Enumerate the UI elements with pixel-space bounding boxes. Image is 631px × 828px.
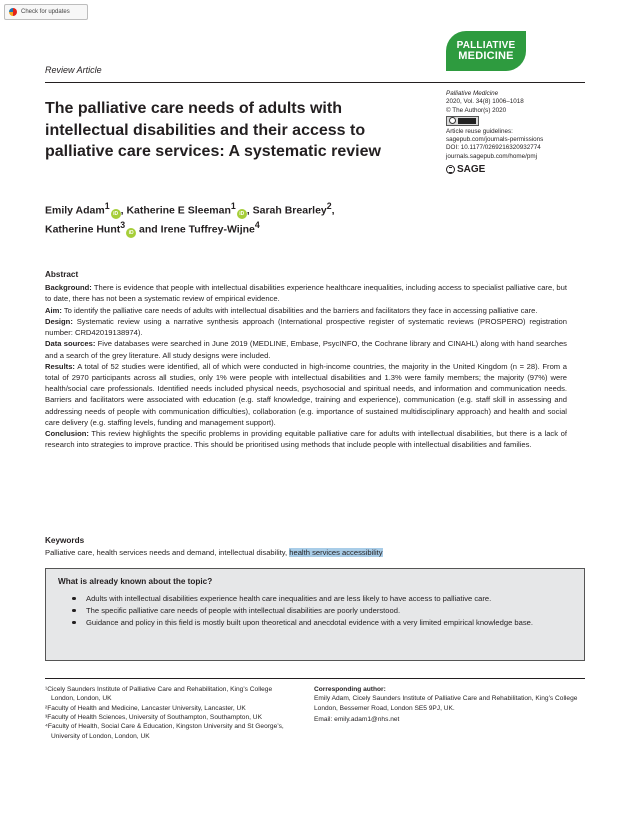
author-separator: , — [246, 204, 253, 217]
abstract-heading: Abstract — [45, 270, 79, 279]
check-for-updates-button[interactable] — [4, 4, 88, 20]
affiliation: ⁴Faculty of Health, Social Care & Education, Kingston University and St George’s, University of London, London, UK — [45, 723, 284, 740]
keywords — [45, 535, 567, 558]
affiliation: ¹Cicely Saunders Institute of Palliative Care and Rehabilitation, King’s College London, London, UK — [45, 686, 273, 703]
section-label: Background: — [45, 283, 92, 293]
author-separator: , — [120, 204, 127, 217]
cc-circle-icon — [449, 117, 456, 124]
section-label: Data sources: — [45, 339, 96, 349]
keywords-heading: Keywords — [45, 536, 85, 545]
list-item: The specific palliative care needs of people with intellectual disabilities are poorly understood. — [86, 605, 574, 616]
author-affiliation-mark: 4 — [254, 220, 260, 231]
author-name: Katherine E Sleeman — [126, 204, 231, 217]
abstract — [45, 269, 567, 451]
author-affiliation-mark: 1 — [230, 201, 236, 211]
copyright: © The Author(s) 2020 — [446, 106, 507, 114]
abstract-section-results — [45, 361, 567, 428]
page-title: The palliative care needs of adults with intellectual disabilities and their access to palliative care services: A systematic review — [45, 100, 381, 161]
section-label: Conclusion: — [45, 429, 89, 439]
known-about-topic-box — [45, 568, 585, 661]
affiliation: ³Faculty of Health Sciences, University of Southampton, Southampton, UK — [45, 714, 262, 722]
logo-line2: MEDICINE — [458, 49, 514, 62]
corresponding-email[interactable]: Email: emily.adam1@nhs.net — [314, 716, 400, 724]
author-separator: , — [331, 204, 335, 217]
section-text: This review highlights the specific problems in providing equitable palliative care for adults with intellectual disabilities, but there is a lack of research into strategies to improve practice. This should be prioritised using methods that include people with intellectual disabilities and families. — [45, 429, 567, 450]
keywords-text: Palliative care, health services needs and demand, intellectual disability, — [45, 548, 290, 558]
reuse-link[interactable]: sagepub.com/journals-permissions — [446, 135, 544, 143]
abstract-section-aim — [45, 305, 567, 316]
creative-commons-icon — [446, 116, 479, 126]
corresponding-author — [314, 685, 586, 724]
author-list — [45, 200, 425, 239]
author-affiliation-mark: 1 — [104, 201, 110, 211]
highlighted-keyword[interactable]: health services accessibility — [289, 548, 383, 558]
author-name: Irene Tuffrey-Wijne — [160, 223, 255, 236]
corresponding-body: Emily Adam, Cicely Saunders Institute of Palliative Care and Rehabilitation, King’s College London, Bessemer Road, London SE5 9PJ, UK. — [314, 695, 578, 712]
corresponding-heading: Corresponding author: — [314, 686, 386, 693]
orcid-icon[interactable]: iD — [126, 228, 136, 238]
section-text: Systematic review using a narrative synthesis approach (International prospective register of systematic reviews (PROSPERO) registration number: CRD42019138974). — [45, 316, 567, 338]
journal-meta — [446, 90, 596, 176]
abstract-section-conclusion — [45, 428, 567, 450]
section-label: Results: — [45, 361, 75, 371]
orcid-icon[interactable]: iD — [237, 209, 247, 219]
abstract-section-background — [45, 282, 567, 304]
abstract-section-data-sources — [45, 338, 567, 360]
keywords-list — [45, 547, 567, 558]
reuse-label: Article reuse guidelines: — [446, 127, 513, 135]
check-updates-label: Check for updates — [21, 9, 70, 15]
doi[interactable]: DOI: 10.1177/0269216320932774 — [446, 144, 541, 152]
orcid-icon[interactable]: iD — [111, 209, 121, 219]
known-list — [58, 593, 574, 628]
author-affiliation-mark: 2 — [326, 201, 332, 211]
abstract-section-design — [45, 316, 567, 338]
author-affiliation-mark: 3 — [120, 220, 126, 231]
cc-license-bars — [458, 118, 476, 124]
check-updates-icon — [9, 8, 17, 16]
section-text: There is evidence that people with intellectual disabilities experience healthcare inequalities, including access to specialist palliative care, but to date, there has not been a systematic review of empirical evidence. — [45, 283, 567, 304]
sage-icon — [446, 165, 455, 174]
section-label: Design: — [45, 316, 73, 326]
affiliations — [45, 685, 295, 741]
publisher-name: SAGE — [457, 163, 486, 175]
section-label: Aim: — [45, 305, 62, 315]
citation: 2020, Vol. 34(8) 1006–1018 — [446, 98, 524, 106]
affiliation: ²Faculty of Health and Medicine, Lancaster University, Lancaster, UK — [45, 704, 246, 712]
box-heading: What is already known about the topic? — [58, 577, 213, 586]
publisher-logo — [446, 163, 596, 176]
article-type: Review Article — [45, 65, 102, 75]
list-item: Guidance and policy in this field is mostly built upon theoretical and anecdotal evidence with a very limited empirical knowledge base. — [86, 617, 574, 628]
author-name: Katherine Hunt — [45, 223, 121, 236]
journal-link[interactable]: journals.sagepub.com/home/pmj — [446, 152, 538, 160]
list-item: Adults with intellectual disabilities experience health care inequalities and are less likely to have access to palliative care. — [86, 593, 574, 604]
section-text: A total of 52 studies were identified, all of which were conducted in high-income countries, the majority in the United Kingdom (n = 28). From a total of 2970 participants across all studies, only 1% were people with intellectual disabilities and 1.3% were family members; the majority (97%) were health/social care professionals. Identified needs included physical needs, psychosocial and spiritual needs, and information and communication needs. Barriers and facilitators were associated with education (e.g. staff knowledge, training and experience), communication (e.g. staff skill in assessing and addressing needs of people with communication difficulties), collaboration (e.g. importance of sustained multidisciplinary approach) and health and social care delivery (e.g. staffing levels, funding and management support). — [45, 361, 567, 427]
section-text: Five databases were searched in June 2019 (MEDLINE, Embase, PsycINFO, the Cochrane library and CINAHL) along with hand searches and a search of the grey literature. All study designs were included. — [45, 339, 567, 360]
author-name: Emily Adam — [45, 204, 105, 217]
section-text: To identify the palliative care needs of adults with intellectual disabilities and the barriers and facilitators they face in accessing palliative care. — [61, 305, 538, 315]
journal-logo — [446, 31, 526, 71]
journal-name: Palliative Medicine — [446, 90, 499, 97]
author-name: Sarah Brearley — [252, 204, 327, 217]
logo-line1: PALLIATIVE — [456, 39, 516, 51]
author-separator: and — [136, 223, 161, 236]
bottom-divider — [45, 678, 585, 679]
top-divider — [45, 82, 585, 83]
